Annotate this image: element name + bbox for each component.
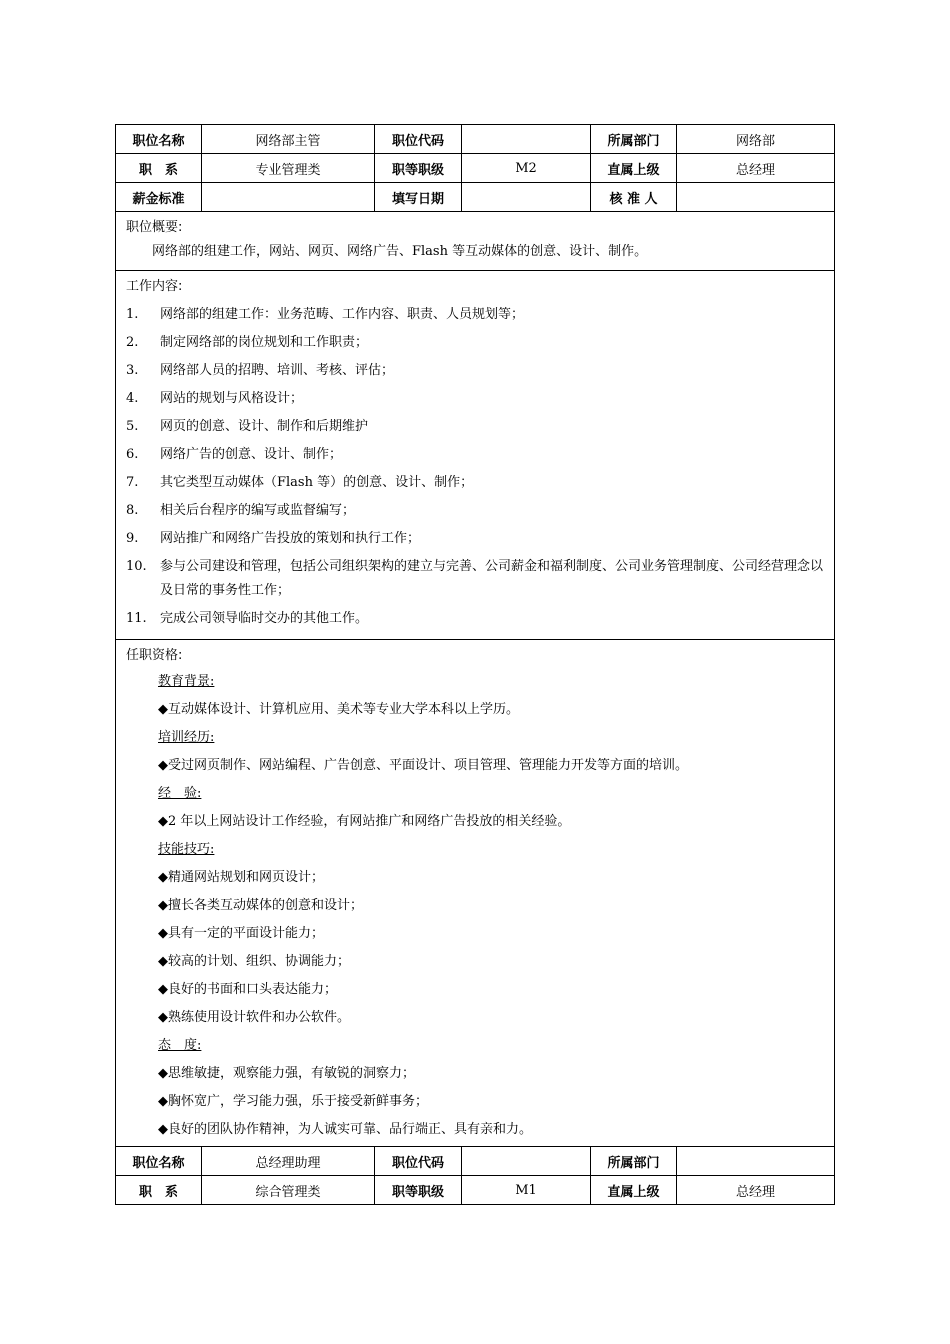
summary-text: 网络部的组建工作，网站、网页、网络广告、Flash 等互动媒体的创意、设计、制作。 xyxy=(152,244,648,259)
list-item: ◆思维敏捷，观察能力强，有敏锐的洞察力； xyxy=(158,1066,415,1081)
label-job-grade: 职等职级 xyxy=(375,154,462,183)
duties-section xyxy=(116,271,835,640)
list-item: ◆熟练使用设计软件和办公软件。 xyxy=(158,1010,350,1025)
list-item: ◆擅长各类互动媒体的创意和设计； xyxy=(158,898,363,913)
list-item: 1. 网络部的组建工作：业务范畴、工作内容、职责、人员规划等； xyxy=(126,307,525,322)
label-fill-date: 填写日期 xyxy=(375,183,462,212)
table-row-position-2 xyxy=(116,1147,835,1176)
list-item: 4. 网站的规划与风格设计； xyxy=(126,391,304,406)
label-supervisor: 直属上级 xyxy=(591,154,677,183)
summary-title: 职位概要: xyxy=(126,220,183,235)
value-supervisor: 总经理 xyxy=(677,154,835,183)
list-item: ◆受过网页制作、网站编程、广告创意、平面设计、项目管理、管理能力开发等方面的培训。 xyxy=(158,758,688,773)
experience-heading: 经 验: xyxy=(158,786,202,801)
list-item: 5. 网页的创意、设计、制作和后期维护 xyxy=(126,419,369,434)
label-position-code: 职位代码 xyxy=(375,1147,462,1176)
label-job-grade: 职等职级 xyxy=(375,1176,462,1205)
training-heading: 培训经历: xyxy=(158,730,215,745)
value-salary xyxy=(202,183,375,212)
value-position-name: 总经理助理 xyxy=(202,1147,375,1176)
label-job-category: 职 系 xyxy=(116,1176,202,1205)
value-job-category: 综合管理类 xyxy=(202,1176,375,1205)
list-item: 3. 网络部人员的招聘、培训、考核、评估； xyxy=(126,363,395,378)
list-item: 7. 其它类型互动媒体（Flash 等）的创意、设计、制作； xyxy=(126,475,474,490)
list-item: ◆精通网站规划和网页设计； xyxy=(158,870,324,885)
label-job-category: 职 系 xyxy=(116,154,202,183)
value-approver xyxy=(677,183,835,212)
job-description-table xyxy=(115,124,835,1205)
value-supervisor: 总经理 xyxy=(677,1176,835,1205)
label-department: 所属部门 xyxy=(591,1147,677,1176)
duties-title: 工作内容: xyxy=(126,279,183,294)
label-position-name: 职位名称 xyxy=(116,1147,202,1176)
list-item: ◆较高的计划、组织、协调能力； xyxy=(158,954,350,969)
list-item: ◆良好的书面和口头表达能力； xyxy=(158,982,337,997)
table-row-position xyxy=(116,125,835,154)
value-job-grade: M1 xyxy=(462,1176,591,1205)
value-department: 网络部 xyxy=(677,125,835,154)
value-position-code xyxy=(462,1147,591,1176)
value-job-grade: M2 xyxy=(462,154,591,183)
value-position-code xyxy=(462,125,591,154)
value-department xyxy=(677,1147,835,1176)
list-item: ◆胸怀宽广，学习能力强，乐于接受新鲜事务； xyxy=(158,1094,428,1109)
list-item: 6. 网络广告的创意、设计、制作； xyxy=(126,447,343,462)
education-heading: 教育背景: xyxy=(158,674,215,689)
label-position-code: 职位代码 xyxy=(375,125,462,154)
qualifications-section xyxy=(116,640,835,1147)
value-fill-date xyxy=(462,183,591,212)
label-position-name: 职位名称 xyxy=(116,125,202,154)
table-row-salary xyxy=(116,183,835,212)
label-department: 所属部门 xyxy=(591,125,677,154)
table-row-category xyxy=(116,154,835,183)
list-item: ◆2 年以上网站设计工作经验，有网站推广和网络广告投放的相关经验。 xyxy=(158,814,571,829)
list-item: 9. 网站推广和网络广告投放的策划和执行工作； xyxy=(126,531,421,546)
label-approver: 核 准 人 xyxy=(591,183,677,212)
list-item: 8. 相关后台程序的编写或监督编写； xyxy=(126,503,356,518)
list-item: ◆良好的团队协作精神，为人诚实可靠、品行端正、具有亲和力。 xyxy=(158,1122,532,1137)
summary-section xyxy=(116,212,835,271)
list-item: 2. 制定网络部的岗位规划和工作职责； xyxy=(126,335,369,350)
table-row-category-2 xyxy=(116,1176,835,1205)
list-item: ◆互动媒体设计、计算机应用、美术等专业大学本科以上学历。 xyxy=(158,702,519,717)
label-supervisor: 直属上级 xyxy=(591,1176,677,1205)
label-salary: 薪金标准 xyxy=(116,183,202,212)
qualifications-title: 任职资格: xyxy=(126,648,183,663)
list-item: 11. 完成公司领导临时交办的其他工作。 xyxy=(126,611,369,626)
value-position-name: 网络部主管 xyxy=(202,125,375,154)
skills-heading: 技能技巧: xyxy=(158,842,215,857)
value-job-category: 专业管理类 xyxy=(202,154,375,183)
list-item: ◆具有一定的平面设计能力； xyxy=(158,926,324,941)
attitude-heading: 态 度: xyxy=(158,1038,202,1053)
list-item: 10. 参与公司建设和管理，包括公司组织架构的建立与完善、公司薪金和福利制度、公司业务管理制度、公司经营理念以及日常的事务性工作； xyxy=(126,559,824,598)
